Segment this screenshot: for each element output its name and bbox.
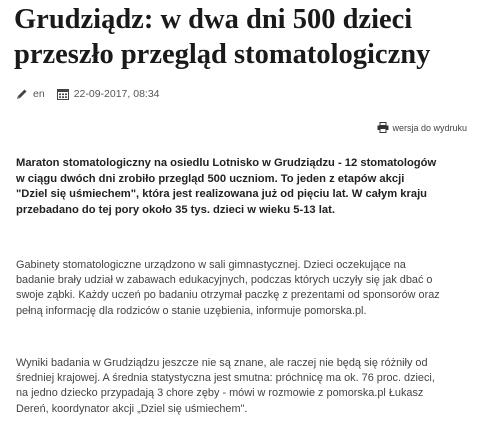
article-paragraph-1 (16, 258, 472, 319)
paragraph-line: pełną informację dla rodziców o stanie uzębienia, informuje pomorska.pl. (16, 304, 367, 317)
article-meta (16, 87, 160, 101)
paragraph-line: Wyniki badania w Grudziądzu jeszcze nie są znane, ale raczej nie będą się różniły od (16, 357, 428, 369)
lead-line: Maraton stomatologiczny na osiedlu Lotnisko w Grudziądzu - 12 stomatologów (16, 157, 437, 169)
article-paragraph-2 (16, 356, 472, 417)
lead-line: "Dziel się uśmiechem", która jest realizowana już od pięciu lat. W całym kraju (16, 188, 428, 200)
publish-date: 22-09-2017, 08:34 (73, 88, 160, 100)
paragraph-line: Gabinety stomatologiczne urządzono w sali gimnastycznej. Dzieci oczekujące na (16, 259, 406, 271)
lead-line: przebadano do tej pory około 35 tys. dzieci w wieku 5-13 lat. (16, 203, 335, 216)
lead-line: w ciągu dwóch dni zrobiło przegląd 500 uczniom. To jeden z etapów akcji (16, 172, 405, 185)
paragraph-line: Dereń, koordynator akcji „Dziel się uśmiechem". (16, 402, 248, 415)
paragraph-line: średniej krajowej. A średnia statystyczna jest smutna: próchnicę ma ok. 76 proc. dzieci, (16, 372, 435, 385)
pencil-icon (16, 88, 28, 100)
printer-icon (377, 122, 389, 133)
paragraph-line: na jedno dziecko przypadają 3 chore zęby - mówi w rozmowie z pomorska.pl Łukasz (16, 387, 424, 400)
print-version-label[interactable]: wersja do wydruku (392, 122, 467, 133)
article-title-line-2: przeszło przegląd stomatologiczny (14, 39, 431, 70)
author-name: en (33, 88, 45, 100)
article-title-line-1: Grudziądz: w dwa dni 500 dzieci (14, 4, 413, 35)
calendar-icon (57, 88, 69, 100)
paragraph-line: badanie brały udział w zabawach edukacyjnych, podczas których uczyły się jak dbać o (16, 274, 433, 287)
article-title (14, 2, 476, 72)
print-version-link[interactable] (377, 122, 467, 133)
paragraph-line: swoje ząbki. Każdy uczeń po badaniu otrzymał paczkę z prezentami od sponsorów oraz (16, 289, 440, 302)
article-lead (16, 156, 468, 218)
